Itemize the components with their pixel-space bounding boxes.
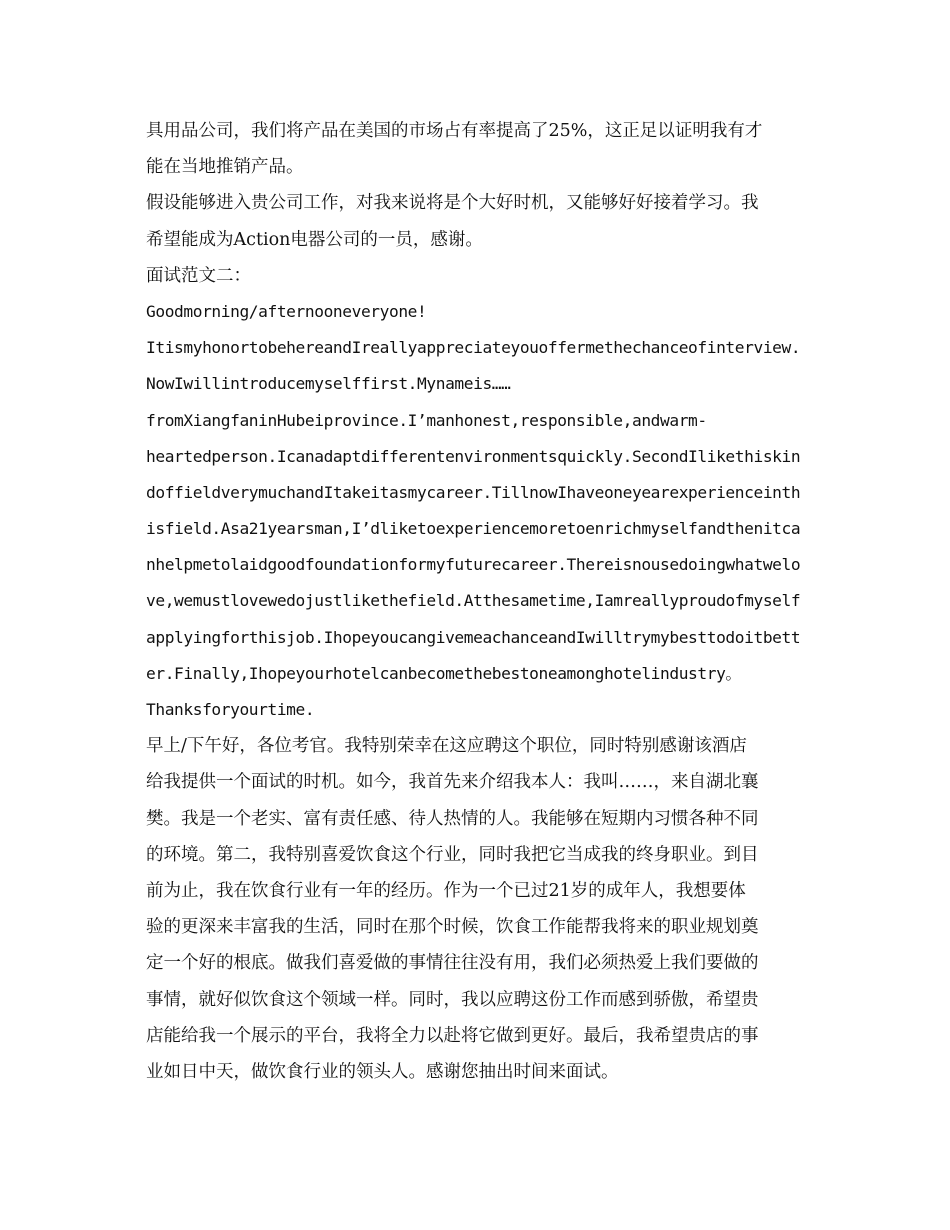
text-line: 假设能够进入贵公司工作，对我来说将是个大好时机，又能够好好接着学习。我 [146, 193, 759, 214]
text-line: Thanksforyourtime. [146, 700, 315, 719]
text-line: nhelpmetolaidgoodfoundationformyfuturecareer.Thereisnousedoingwhatwelo [146, 555, 801, 575]
text-line: NowIwillintroducemyselffirst.Mynameis…… [146, 374, 511, 394]
text-line: 验的更深来丰富我的生活，同时在那个时候，饮食工作能帮我将来的职业规划奠 [146, 917, 759, 938]
text-line: 店能给我一个展示的平台，我将全力以赴将它做到更好。最后，我希望贵店的事 [146, 1025, 759, 1046]
document-body [146, 113, 806, 1090]
text-line: ve,wemustlovewedojustlikethefield.Atthesametime,Iamreallyproudofmyself [146, 591, 801, 611]
text-line: 能在当地推销产品。 [146, 157, 304, 178]
text-line: 事情，就好似饮食这个领域一样。同时，我以应聘这份工作而感到骄傲，希望贵 [146, 989, 759, 1010]
text-line: doffieldverymuchandItakeitasmycareer.TillnowIhaveoneyearexperienceinth [146, 482, 801, 502]
text-line: 业如日中天，做饮食行业的领头人。感谢您抽出时间来面试。 [146, 1061, 619, 1082]
text-line: 的环境。第二，我特别喜爱饮食这个行业，同时我把它当成我的终身职业。到目 [146, 844, 759, 865]
text-line: 具用品公司，我们将产品在美国的市场占有率提高了25%，这正足以证明我有才 [146, 121, 763, 141]
text-line: 早上/下午好，各位考官。我特别荣幸在这应聘这个职位，同时特别感谢该酒店 [146, 736, 747, 757]
text-line: Goodmorning/afternooneveryone! [146, 301, 427, 321]
text-line: 希望能成为Action电器公司的一员，感谢。 [146, 229, 483, 250]
text-line: 给我提供一个面试的时机。如今，我首先来介绍我本人：我叫……，来自湖北襄 [146, 772, 759, 793]
text-line: er.Finally,Ihopeyourhotelcanbecomethebestoneamonghotelindustry。 [146, 663, 742, 683]
text-line: 前为止，我在饮食行业有一年的经历。作为一个已过21岁的成年人，我想要体 [146, 880, 746, 901]
text-line: fromXiangfaninHubeiprovince.I’manhonest,responsible,andwarm- [146, 410, 707, 430]
text-line: isfield.Asa21yearsman,I’dliketoexperiencemoretoenrichmyselfandthenitca [146, 519, 801, 539]
text-line: ItismyhonortobehereandIreallyappreciateyouoffermethechanceofinterview. [146, 338, 801, 358]
text-line: heartedperson.Icanadaptdifferentenvironmentsquickly.SecondIlikethiskin [146, 446, 801, 466]
text-line: 面试范文二： [146, 265, 251, 286]
text-line: 定一个好的根底。做我们喜爱做的事情往往没有用，我们必须热爱上我们要做的 [146, 953, 759, 974]
text-line: applyingforthisjob.IhopeyoucangivemeachanceandIwilltrymybesttodoitbett [146, 627, 801, 647]
text-line: 樊。我是一个老实、富有责任感、待人热情的人。我能够在短期内习惯各种不同 [146, 808, 759, 829]
